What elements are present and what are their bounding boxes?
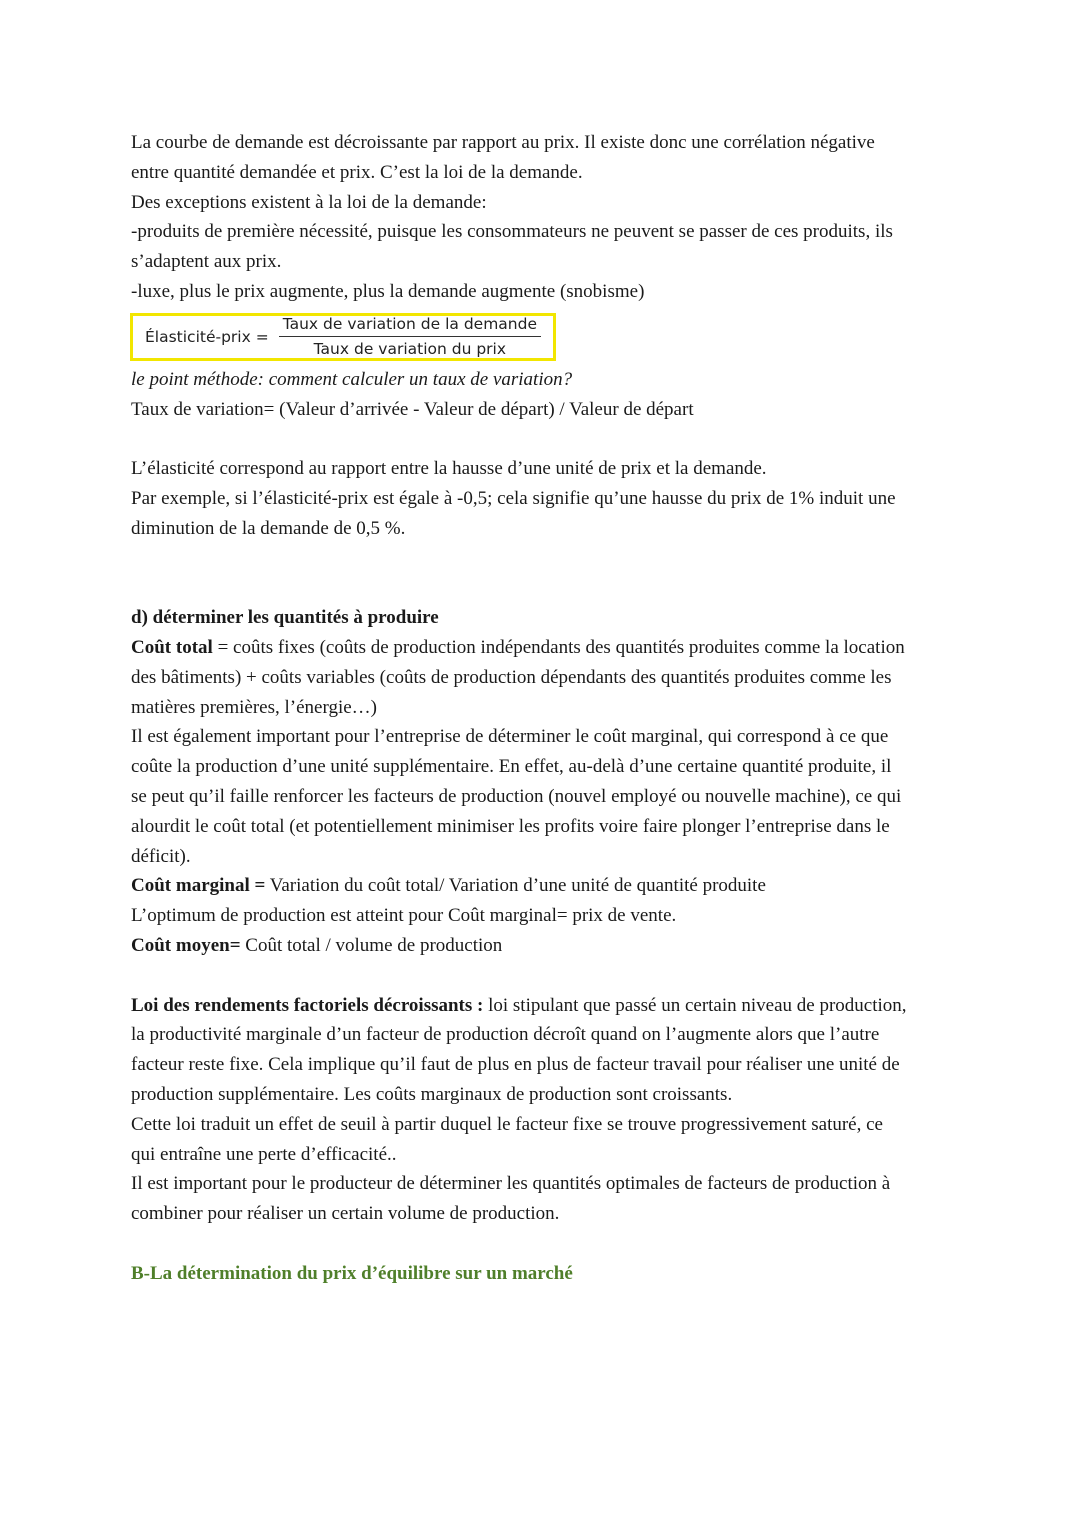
text-line: Par exemple, si l’élasticité-prix est égale à -0,5; cela signifie qu’une hausse du prix de 1% induit une — [131, 487, 896, 509]
text-line: -luxe, plus le prix augmente, plus la demande augmente (snobisme) — [131, 280, 645, 302]
text-line: se peut qu’il faille renforcer les facteurs de production (nouvel employé ou nouvelle machine), ce qui — [131, 785, 902, 807]
elasticity-paragraph — [131, 454, 961, 543]
text-line: Il est également important pour l’entreprise de déterminer le coût marginal, qui correspond à ce que — [131, 726, 889, 748]
demand-law-paragraph — [131, 128, 961, 307]
text-line: matières premières, l’énergie…) — [131, 696, 378, 718]
spacer — [131, 961, 961, 991]
term-definition: Variation du coût total/ Variation d’une unité de quantité produite — [265, 875, 766, 897]
formula-fraction — [279, 314, 541, 359]
method-title: le point méthode: comment calculer un taux de variation? — [131, 368, 573, 390]
elasticity-formula-box — [130, 313, 556, 361]
text-line — [131, 931, 961, 961]
document-page — [131, 128, 961, 1288]
section-heading: d) déterminer les quantités à produire — [131, 607, 439, 629]
text-line: Il est important pour le producteur de déterminer les quantités optimales de facteurs de production à — [131, 1173, 891, 1195]
text-line: alourdit le coût total (et potentiellement minimiser les profits voire faire plonger l’entreprise dans le — [131, 815, 890, 837]
text-line: diminution de la demande de 0,5 %. — [131, 517, 406, 539]
text-line: combiner pour réaliser un certain volume de production. — [131, 1203, 560, 1225]
method-note — [131, 365, 961, 425]
text-line: qui entraîne une perte d’efficacité.. — [131, 1143, 397, 1165]
section-d — [131, 603, 961, 961]
term-label: Coût total — [131, 636, 213, 658]
text-line: L’élasticité correspond au rapport entre la hausse d’une unité de prix et la demande. — [131, 458, 767, 480]
term-definition: = coûts fixes (coûts de production indépendants des quantités produites comme la location — [212, 636, 905, 658]
term-definition: loi stipulant que passé un certain niveau de production, — [483, 994, 907, 1016]
text-line: entre quantité demandée et prix. C’est la loi de la demande. — [131, 161, 583, 183]
formula-denominator: Taux de variation du prix — [313, 340, 507, 359]
formula-lhs: Élasticité-prix = — [145, 327, 269, 346]
formula-numerator: Taux de variation de la demande — [279, 314, 541, 337]
text-line — [131, 633, 961, 663]
text-line: production supplémentaire. Les coûts marginaux de production sont croissants. — [131, 1083, 733, 1105]
term-label: Coût marginal = — [131, 875, 266, 897]
spacer — [131, 544, 961, 604]
text-line: La courbe de demande est décroissante par rapport au prix. Il existe donc une corrélation négative — [131, 132, 875, 153]
text-line: Des exceptions existent à la loi de la demande: — [131, 191, 487, 213]
text-line: -produits de première nécessité, puisque les consommateurs ne peuvent se passer de ces produits, ils — [131, 221, 893, 243]
text-line — [131, 991, 961, 1021]
text-line: s’adaptent aux prix. — [131, 251, 282, 273]
text-line: des bâtiments) + coûts variables (coûts de production dépendants des quantités produites comme les — [131, 666, 892, 688]
text-line: déficit). — [131, 845, 191, 867]
text-line: L’optimum de production est atteint pour Coût marginal= prix de vente. — [131, 905, 677, 927]
spacer — [131, 424, 961, 454]
term-label: Coût moyen= — [131, 934, 241, 956]
diminishing-returns-paragraph — [131, 991, 961, 1229]
method-text: Taux de variation= (Valeur d’arrivée - Valeur de départ) / Valeur de départ — [131, 398, 694, 420]
text-line: facteur reste fixe. Cela implique qu’il faut de plus en plus de facteur travail pour réaliser une unité de — [131, 1054, 900, 1076]
term-label: Loi des rendements factoriels décroissants : — [131, 994, 484, 1016]
text-line: la productivité marginale d’un facteur de production décroît quand on l’augmente alors que l’autre — [131, 1024, 880, 1046]
text-line: Cette loi traduit un effet de seuil à partir duquel le facteur fixe se trouve progressivement saturé, ce — [131, 1113, 883, 1135]
text-line — [131, 871, 961, 901]
term-definition: Coût total / volume de production — [240, 934, 503, 956]
spacer — [131, 1229, 961, 1259]
section-b-title: B-La détermination du prix d’équilibre sur un marché — [131, 1262, 573, 1284]
text-line: coûte la production d’une unité supplémentaire. En effet, au-delà d’une certaine quantité produite, il — [131, 756, 892, 778]
